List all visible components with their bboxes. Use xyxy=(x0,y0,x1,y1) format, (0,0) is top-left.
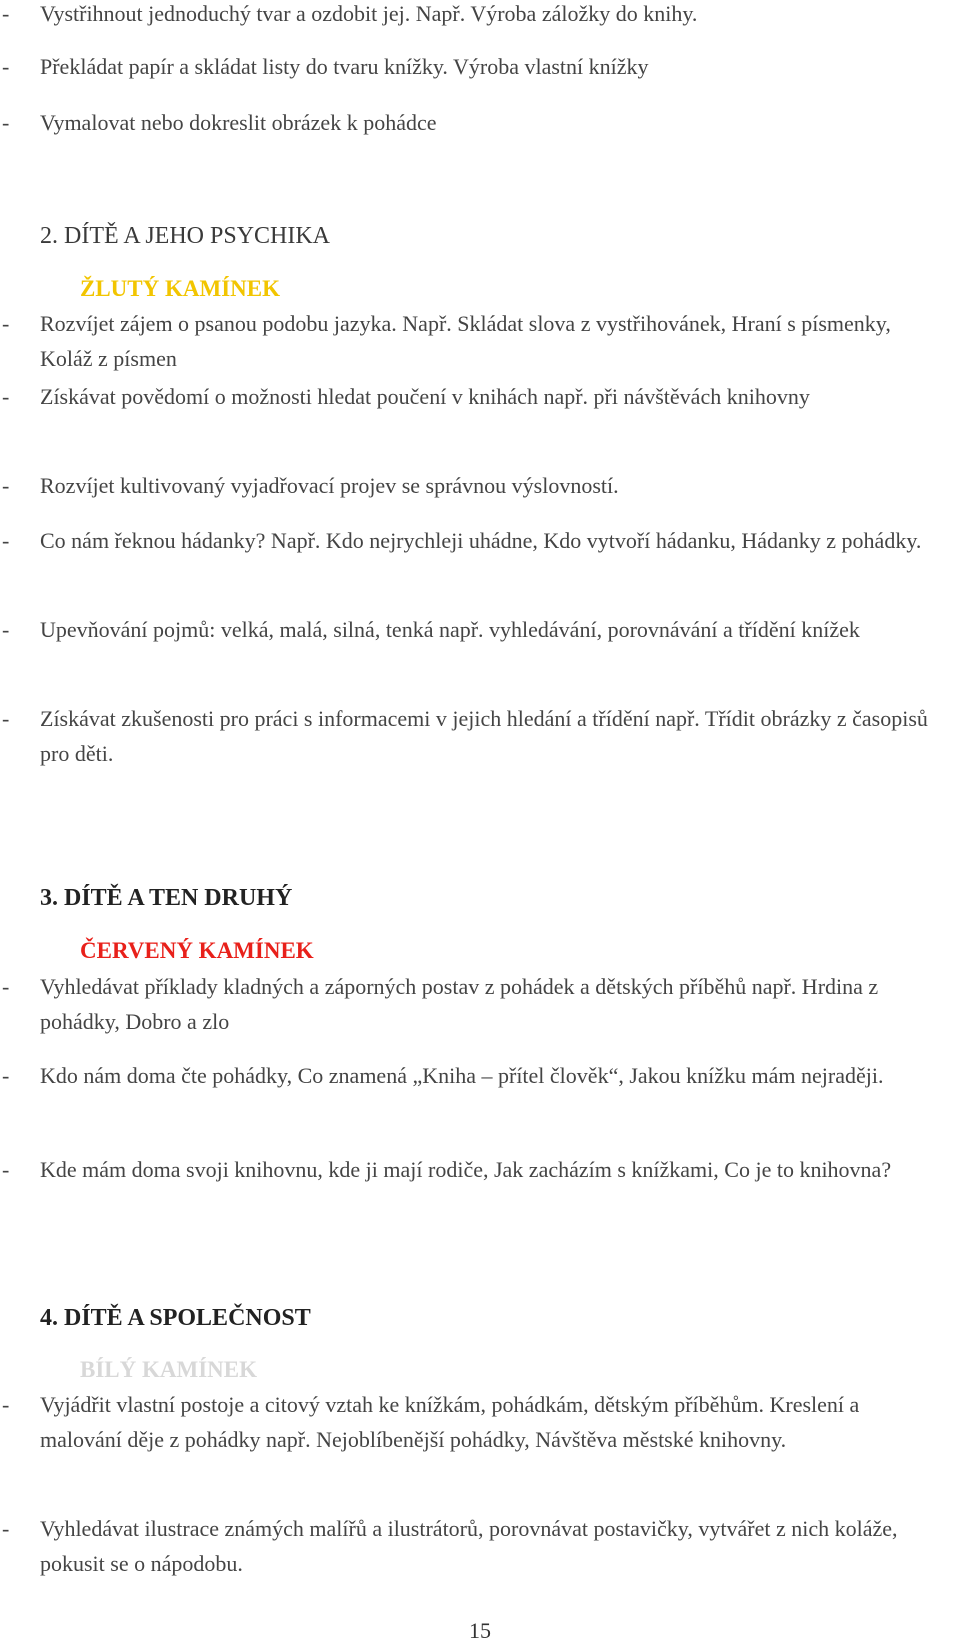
section-heading: 3. DÍTĚ A TEN DRUHÝ xyxy=(40,885,293,911)
list-item-text: Vymalovat nebo dokreslit obrázek k pohádce xyxy=(40,110,437,135)
list-item-text: Vyhledávat příklady kladných a záporných postav z pohádek a dětských příběhů např. Hrdina z pohádky, Dobro a zlo xyxy=(40,974,879,1034)
list-item xyxy=(0,306,940,376)
list-item-text: Vystřihnout jednoduchý tvar a ozdobit jej. Např. Výroba záložky do knihy. xyxy=(40,1,698,26)
list-item-text: Vyjádřit vlastní postoje a citový vztah ke knížkám, pohádkám, dětským příběhům. Kreslení a malování děje z pohádky např. Nejoblíbenější pohádky, Návštěva městské knihovny. xyxy=(40,1392,860,1452)
list-item xyxy=(0,1511,940,1581)
bullet-dash: - xyxy=(2,1,10,26)
list-item xyxy=(0,612,940,647)
list-item xyxy=(0,701,940,771)
section-heading: 4. DÍTĚ A SPOLEČNOST xyxy=(40,1305,311,1331)
bullet-dash: - xyxy=(2,311,10,336)
list-item-text: Kdo nám doma čte pohádky, Co znamená „Kniha – přítel člověk“, Jakou knížku mám nejraději. xyxy=(40,1063,884,1088)
bullet-dash: - xyxy=(2,617,10,642)
page-number: 15 xyxy=(469,1618,491,1643)
bullet-dash: - xyxy=(2,1392,10,1417)
list-item-text: Upevňování pojmů: velká, malá, silná, tenká např. vyhledávání, porovnávání a třídění knížek xyxy=(40,617,860,642)
bullet-dash: - xyxy=(2,54,10,79)
list-item xyxy=(0,969,940,1039)
list-item xyxy=(0,1152,940,1187)
list-item xyxy=(0,379,940,414)
bullet-dash: - xyxy=(2,110,10,135)
list-item xyxy=(0,0,940,31)
bullet-dash: - xyxy=(2,1063,10,1088)
list-item-text: Získávat povědomí o možnosti hledat poučení v knihách např. při návštěvách knihovny xyxy=(40,384,810,409)
stone-label-red: ČERVENÝ KAMÍNEK xyxy=(80,938,314,963)
list-item-text: Rozvíjet zájem o psanou podobu jazyka. Např. Skládat slova z vystřihovánek, Hraní s písmenky, Koláž z písmen xyxy=(40,311,891,371)
bullet-dash: - xyxy=(2,473,10,498)
list-item-text: Překládat papír a skládat listy do tvaru knížky. Výroba vlastní knížky xyxy=(40,54,649,79)
list-item-text: Kde mám doma svoji knihovnu, kde ji mají rodiče, Jak zacházím s knížkami, Co je to knihovna? xyxy=(40,1157,892,1182)
list-item-text: Rozvíjet kultivovaný vyjadřovací projev se správnou výslovností. xyxy=(40,473,619,498)
bullet-dash: - xyxy=(2,974,10,999)
list-item xyxy=(0,468,940,503)
list-item xyxy=(0,523,940,558)
bullet-dash: - xyxy=(2,528,10,553)
bullet-dash: - xyxy=(2,1157,10,1182)
list-item-text: Vyhledávat ilustrace známých malířů a ilustrátorů, porovnávat postavičky, vytvářet z nich koláže, pokusit se o nápodobu. xyxy=(40,1516,898,1576)
list-item xyxy=(0,49,940,84)
list-item xyxy=(0,105,940,140)
bullet-dash: - xyxy=(2,706,10,731)
list-item xyxy=(0,1387,940,1457)
section-heading: 2. DÍTĚ A JEHO PSYCHIKA xyxy=(40,223,331,249)
list-item-text: Získávat zkušenosti pro práci s informacemi v jejich hledání a třídění např. Třídit obrázky z časopisů pro děti. xyxy=(40,706,928,766)
stone-label-white: BÍLÝ KAMÍNEK xyxy=(80,1357,257,1382)
bullet-dash: - xyxy=(2,384,10,409)
bullet-dash: - xyxy=(2,1516,10,1541)
list-item xyxy=(0,1058,940,1093)
stone-label-yellow: ŽLUTÝ KAMÍNEK xyxy=(80,276,280,301)
list-item-text: Co nám řeknou hádanky? Např. Kdo nejrychleji uhádne, Kdo vytvoří hádanku, Hádanky z pohádky. xyxy=(40,528,922,553)
